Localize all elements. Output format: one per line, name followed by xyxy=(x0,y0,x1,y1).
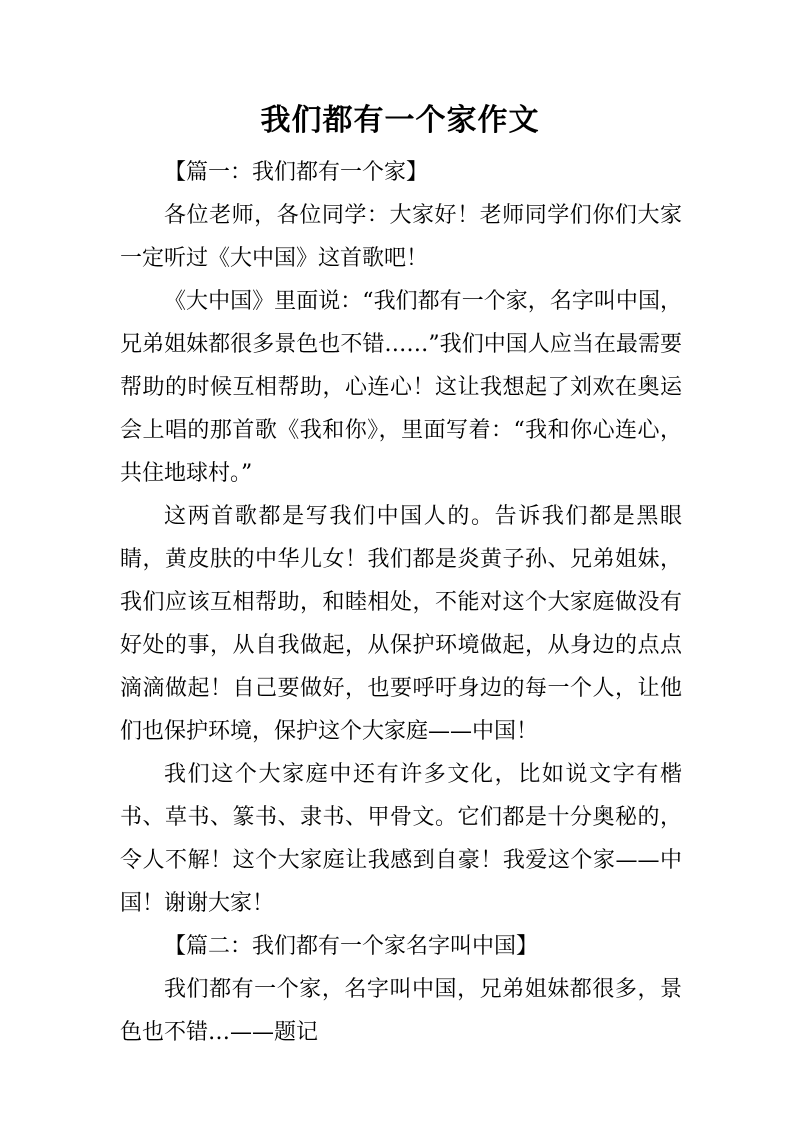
section-heading-2: 【篇二：我们都有一个家名字叫中国】 xyxy=(164,934,539,959)
document-title: 我们都有一个家作文 xyxy=(260,103,540,138)
paragraph: 我们都有一个家，名字叫中国，兄弟姐妹都很多，景色也不错…——题记 xyxy=(120,977,682,1045)
paragraph: 我们这个大家庭中还有许多文化，比如说文字有楷书、草书、篆书、隶书、甲骨文。它们都是十分奥秘的，令人不解！这个大家庭让我感到自豪！我爱这个家——中国！谢谢大家！ xyxy=(120,762,682,916)
paragraph: 各位老师，各位同学：大家好！老师同学们你们大家一定听过《大中国》这首歌吧！ xyxy=(120,203,682,271)
section-heading-1: 【篇一：我们都有一个家】 xyxy=(164,160,429,185)
paragraph: 这两首歌都是写我们中国人的。告诉我们都是黑眼睛，黄皮肤的中华儿女！我们都是炎黄子孙、兄弟姐妹，我们应该互相帮助，和睦相处，不能对这个大家庭做没有好处的事，从自我做起，从保护环境做起，从身边的点点滴滴做起！自己要做好，也要呼吁身边的每一个人，让他们也保护环境，保护这个大家庭——中国！ xyxy=(120,504,682,744)
paragraph: 《大中国》里面说：“我们都有一个家，名字叫中国，兄弟姐妹都很多景色也不错……”我们中国人应当在最需要帮助的时候互相帮助，心连心！这让我想起了刘欢在奥运会上唱的那首歌《我和你》，里面写着：“我和你心连心，共住地球村。” xyxy=(120,289,682,486)
document-body xyxy=(120,151,682,1054)
